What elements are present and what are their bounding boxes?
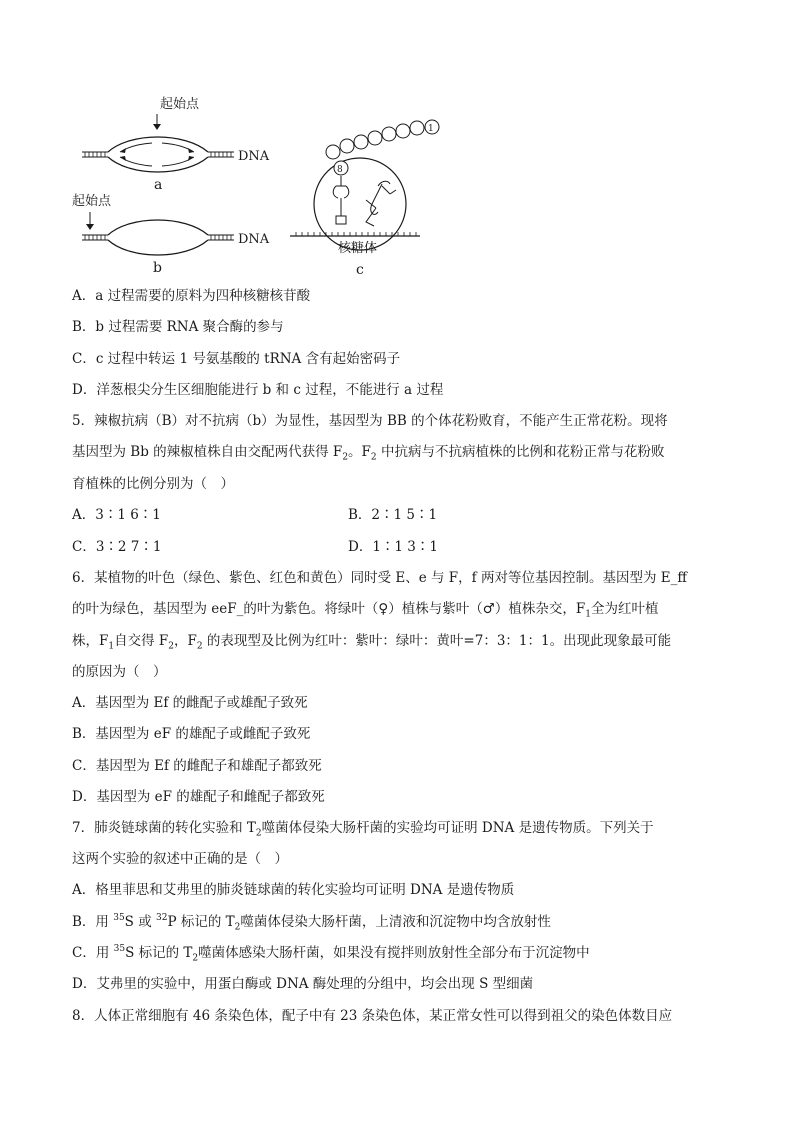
q5-option-d: D．1∶1 3∶1 bbox=[348, 539, 438, 555]
q5-stem-3: 育植株的比例分别为（ ） bbox=[72, 476, 234, 492]
q5-option-c: C．3∶2 7∶1 bbox=[72, 539, 162, 555]
replication-figure bbox=[60, 90, 440, 285]
circle-label-8: 8 bbox=[337, 165, 343, 175]
diagram-c bbox=[290, 120, 439, 278]
q7-stem-2: 这两个实验的叙述中正确的是（ ） bbox=[72, 851, 288, 867]
q7-stem-1: 7．肺炎链球菌的转化实验和 $T_2$噬菌体侵染大肠杆菌的实验均可证明 DNA 是遗传物质。下列关于 bbox=[72, 820, 654, 839]
diagram-label-c: c bbox=[356, 262, 364, 278]
q4-option-a: A．a 过程需要的原料为四种核糖核苷酸 bbox=[72, 288, 311, 304]
diagram-b bbox=[72, 193, 270, 276]
q6-stem-1: 6．某植物的叶色（绿色、紫色、红色和黄色）同时受 E、e 与 F，f 两对等位基因控制。基因型为 E_ff bbox=[72, 570, 687, 586]
q6-option-c: C．基因型为 Ef 的雌配子和雄配子都致死 bbox=[72, 758, 322, 774]
circle-label-1: 1 bbox=[428, 124, 434, 134]
q5-stem-2: 基因型为 Bb 的辣椒植株自由交配两代获得 $F_2$。$F_2$ 中抗病与不抗病植株的比例和花粉正常与花粉败 bbox=[72, 444, 665, 463]
ribosome-label: 核糖体 bbox=[338, 241, 378, 256]
diagram-label-b: b bbox=[153, 260, 162, 276]
q7-option-b: B．用 $^{35}$S 或 $^{32}$P 标记的 $T_2$噬菌体侵染大肠杆菌，上清液和沉淀物中均含放射性 bbox=[72, 912, 551, 933]
q5-option-a: A．3∶1 6∶1 bbox=[72, 507, 161, 523]
q4-option-d: D．洋葱根尖分生区细胞能进行 b 和 c 过程，不能进行 a 过程 bbox=[72, 382, 444, 398]
trna-right bbox=[366, 181, 390, 226]
q6-stem-3: 株，$F_1$自交得 $F_2$，$F_2$ 的表现型及比例为红叶：紫叶：绿叶：黄叶=7：3：1：1。出现此现象最可能 bbox=[72, 633, 672, 652]
q7-option-a: A．格里菲思和艾弗里的肺炎链球菌的转化实验均可证明 DNA 是遗传物质 bbox=[72, 882, 515, 898]
origin-arrow-head-a bbox=[153, 124, 161, 130]
q6-option-a: A．基因型为 Ef 的雌配子或雄配子致死 bbox=[72, 695, 308, 711]
origin-label-b: 起始点 bbox=[72, 194, 112, 209]
q7-option-d: D．艾弗里的实验中，用蛋白酶或 DNA 酶处理的分组中，均会出现 S 型细菌 bbox=[72, 976, 534, 992]
origin-label-a: 起始点 bbox=[160, 97, 200, 112]
q4-option-c: C．c 过程中转运 1 号氨基酸的 tRNA 含有起始密码子 bbox=[72, 351, 401, 367]
diagram-label-a: a bbox=[154, 177, 163, 193]
figure-svg bbox=[60, 90, 440, 285]
q7-option-c: C．用 $^{35}$S 标记的 $T_2$噬菌体感染大肠杆菌，如果没有搅拌则放射性全部分布于沉淀物中 bbox=[72, 943, 590, 964]
dna-label-b: DNA bbox=[238, 232, 270, 247]
q4-option-b: B．b 过程需要 RNA 聚合酶的参与 bbox=[72, 319, 284, 335]
q6-stem-2: 的叶为绿色，基因型为 eeF_的叶为紫色。将绿叶（♀）植株与紫叶（♂）植株杂交，$F_1$全为红叶植 bbox=[72, 601, 659, 620]
q6-option-b: B．基因型为 eF 的雄配子或雌配子致死 bbox=[72, 726, 311, 742]
q6-option-d: D．基因型为 eF 的雄配子和雌配子都致死 bbox=[72, 789, 325, 805]
q5-option-b: B．2∶1 5∶1 bbox=[348, 507, 438, 523]
dna-label-a: DNA bbox=[238, 149, 270, 164]
q8-stem-1: 8．人体正常细胞有 46 条染色体，配子中有 23 条染色体，某正常女性可以得到祖父的染色体数目应 bbox=[72, 1008, 673, 1024]
diagram-a bbox=[82, 96, 270, 193]
trna-left bbox=[333, 176, 349, 224]
peptide-chain bbox=[326, 120, 439, 175]
q6-stem-4: 的原因为（ ） bbox=[72, 664, 167, 680]
q5-stem-1: 5．辣椒抗病（B）对不抗病（b）为显性，基因型为 BB 的个体花粉败育，不能产生正常花粉。现将 bbox=[72, 413, 668, 429]
